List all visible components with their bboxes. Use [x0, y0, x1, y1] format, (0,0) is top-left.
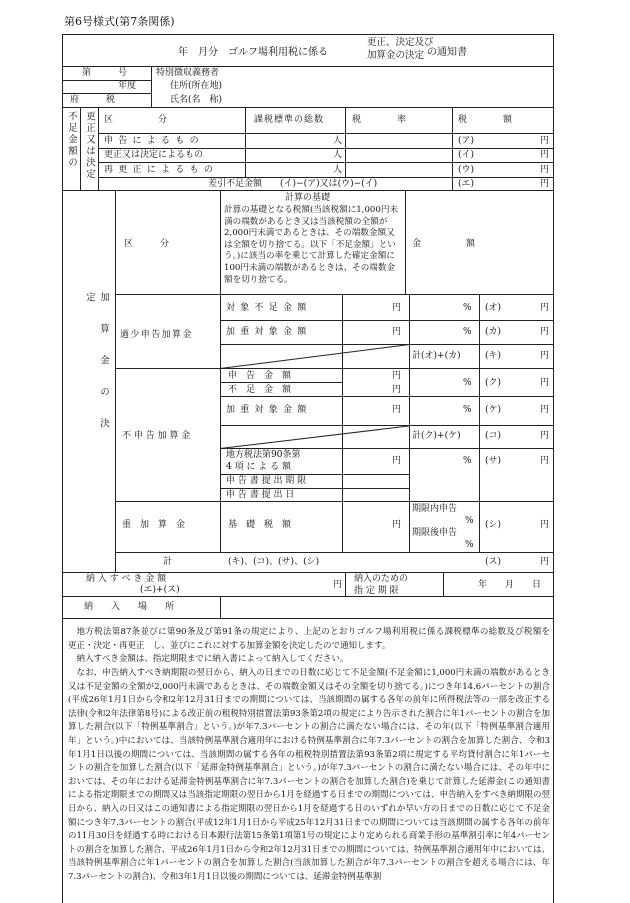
shortage-row-2-unit: 人 [333, 150, 343, 160]
non-filing-label: 不 申 告 加 算 金 [122, 431, 191, 441]
rule [409, 294, 410, 552]
payment-amount-formula: (エ)+(ス) [140, 585, 180, 595]
non-total-mark: (コ) [485, 431, 502, 441]
non-total-label: 計(ク)+(ケ) [412, 431, 461, 441]
payment-amount-yen: 円 [333, 580, 343, 590]
rule [405, 190, 406, 294]
shortage-header-base: 課税標準の総数 [254, 115, 325, 125]
rule [62, 66, 554, 67]
rule [220, 448, 554, 449]
rule [151, 66, 152, 107]
rule [342, 368, 343, 501]
shortage-row-3-unit: 人 [333, 165, 343, 175]
non-row-1-yen: 円 [392, 371, 402, 381]
form-number: 第6号様式(第7条関係) [64, 15, 175, 28]
under-row-2-yen: 円 [392, 327, 402, 337]
rule [220, 382, 342, 383]
payment-deadline-label-2: 指 定 期 限 [354, 586, 399, 596]
rule [62, 80, 151, 81]
non-row-2-label: 不 足 金 額 [228, 385, 292, 395]
shortage-row-2-mark: (イ) [458, 150, 475, 160]
shortage-diff-yen: 円 [540, 179, 550, 189]
penalty-header-base-title: 計算の基礎 [285, 193, 331, 203]
under-row-1-yen2: 円 [540, 303, 550, 313]
rule [220, 344, 554, 345]
shortage-header-category: 区 分 [104, 115, 168, 125]
rule [479, 294, 480, 552]
non-add-pct: % [463, 405, 472, 415]
shortage-row-1-label: 申 告 に よ る も の [104, 136, 200, 146]
rule [62, 107, 554, 108]
notice-paragraph-1: 地方税法第87条並びに第90条及び第91条の規定により、上記のとおりゴルフ場利用税に係る課税標準の総数及び税額を 更正・決定・再更正 し、並びにこれに対する加算金額を決定したので通知します。 [68, 627, 559, 651]
shortage-diff-label: 差引不足金額 (イ)−(ア)又は(ウ)−(イ) [208, 179, 378, 189]
shortage-row-2-yen: 円 [540, 150, 550, 160]
penalty-total-mark: (ス) [485, 557, 502, 567]
non-law-mark: (サ) [485, 456, 502, 466]
non-mark-1-yen: 円 [540, 378, 550, 388]
rule [220, 320, 554, 321]
payment-place-label: 納 入 場 所 [84, 602, 175, 612]
under-row-2-yen2: 円 [540, 327, 550, 337]
rule [220, 488, 409, 489]
under-total-label: 計(オ)+(カ) [412, 351, 461, 361]
under-row-2-pct: % [463, 327, 472, 337]
rule [98, 162, 554, 163]
form-title-option-1: 更正、決定及び [367, 37, 434, 48]
form-title-option-2: 加算金の決定 [367, 50, 425, 61]
rule [62, 596, 554, 597]
rule [62, 190, 554, 191]
penalty-total-formula: (キ)、(コ)、(サ)、(シ) [228, 557, 320, 567]
under-total-yen: 円 [540, 351, 550, 361]
non-add-label: 加 重 対 象 金 額 [226, 405, 308, 415]
non-total-yen: 円 [540, 431, 550, 441]
year-label: 年度 [118, 81, 137, 91]
non-law-pct: % [463, 456, 472, 466]
under-row-1-label: 対 象 不 足 金 額 [226, 303, 308, 313]
rule [220, 396, 554, 397]
rule [220, 474, 409, 475]
rule [342, 294, 343, 368]
under-row-1-mark: (オ) [485, 303, 502, 313]
rule [62, 93, 151, 94]
shortage-diff-mark: (エ) [458, 179, 475, 189]
rule [115, 368, 554, 369]
under-total-mark: (キ) [485, 351, 502, 361]
heavy-after-pct: % [465, 540, 474, 550]
penalty-header-amount: 金 額 [412, 239, 476, 249]
rule [80, 107, 81, 190]
taxpayer-label: 特別徴収義務者 [156, 68, 220, 78]
non-pct-1: % [463, 378, 472, 388]
non-law-yen2: 円 [540, 456, 550, 466]
address-label: 住所(所在地) [170, 81, 223, 91]
shortage-side-label-1: 不足金額の [66, 111, 77, 169]
rule [443, 572, 444, 596]
rule [220, 425, 554, 426]
non-row-2-yen: 円 [392, 385, 402, 395]
shortage-row-1-yen: 円 [540, 136, 550, 146]
rule [115, 294, 554, 295]
rule [62, 572, 554, 573]
under-row-1-pct: % [463, 303, 472, 313]
shortage-side-label-2: 更正又は決定 [84, 111, 95, 180]
under-row-2-label: 加 重 対 象 金 額 [226, 327, 308, 337]
non-add-mark: (ケ) [485, 405, 502, 415]
penalty-header-category: 区 分 [124, 239, 170, 249]
rule [342, 501, 343, 552]
heavy-in-pct: % [465, 516, 474, 526]
heavy-yen: 円 [540, 520, 550, 530]
penalty-header-base-text: 計算の基礎となる税額(当該税額に1,000円未満の端数があるとき又は当該税額の全額が2,000円未満であるときは、その端数金額又は全額を切り捨てる。以下「不足金額」という。)に該当の率を乗じて計算した確定金額に100円未満の端数があるときは、その端数金額を切り捨てる。 [224, 205, 399, 285]
payment-deadline-label-1: 納入のための [354, 574, 409, 584]
rule [98, 177, 554, 178]
shortage-row-3-mark: (ウ) [458, 165, 475, 175]
rule [62, 618, 554, 619]
rule [115, 190, 116, 572]
number-label: 第 号 [82, 68, 128, 78]
prefecture-label: 府 税 [70, 95, 116, 105]
heavy-after-label: 期限後申告 [412, 528, 458, 538]
payment-deadline-date: 年 月 日 [478, 580, 542, 590]
rule [98, 148, 554, 149]
shortage-header-rate: 税 率 [352, 115, 407, 125]
heavy-base-yen: 円 [392, 520, 402, 530]
rule [115, 501, 554, 502]
shortage-row-2-label: 更正又は決定によるもの [104, 150, 204, 160]
filed-label: 申 告 書 提 出 日 [226, 490, 295, 500]
penalty-total-label: 計 [163, 557, 173, 567]
rule [245, 107, 246, 177]
heavy-label: 重 加 算 金 [122, 520, 186, 530]
rule [115, 552, 554, 553]
rule [98, 133, 554, 134]
payment-amount-label: 納 入 す べ き 金 額 [86, 574, 167, 584]
under-row-2-mark: (カ) [485, 327, 502, 337]
non-law-line-2: 4 項 に よ る 額 [226, 462, 292, 472]
form-title-prefix: 年 月分 ゴルフ場利用税に係る [178, 47, 328, 58]
form-title-suffix: の通知書 [427, 47, 467, 58]
rule [345, 107, 346, 177]
deadline-label: 申 告 書 提 出 期 限 [226, 476, 307, 486]
shortage-row-3-label: 再 更 正 に よ る も の [104, 165, 215, 175]
non-add-yen2: 円 [540, 405, 550, 415]
rule [345, 572, 346, 596]
penalty-side-label: 加算金の決定 [84, 292, 109, 450]
under-label: 過少申告加算金 [120, 330, 193, 340]
non-law-line-1: 地方税法第90条第 [226, 450, 301, 460]
non-mark-1: (ク) [485, 378, 502, 388]
notice-paragraph-2: 納入すべき金額は、指定期限までに納入書によって納入してください。 [76, 654, 349, 664]
under-row-1-yen: 円 [392, 303, 402, 313]
shortage-header-amount: 税 額 [458, 115, 513, 125]
rule [220, 190, 221, 552]
non-add-yen: 円 [392, 405, 402, 415]
non-law-yen: 円 [392, 456, 402, 466]
heavy-in-label: 期限内申告 [412, 504, 458, 514]
name-label: 氏名(名 称) [170, 95, 223, 105]
notice-paragraph-3: なお、申告納入すべき納期限の翌日から、納入の日までの日数に応じて不足金額(不足金額に1,000円未満の端数があるとき又は不足金額の全額が2,000円未満であるときは、その端数金額又はその全額を切り捨てる。)につき年14.6パーセントの割合(平成26年1月1日から令和2年12月31日までの期間については、当該期間の属する各年の前年に所得税法等の一部を改正する法律(令和2年法律第8号)による改正前の租税特別措置法第93条第2項の規定により告示された割合に年1パーセントの割合を加算した割合(以下「特例基準割合」という。)が年7.3パーセントの割合に満たない場合には、その年(以下「特例基準割合適用年」という。)中においては、当該特例基準割合適用年における特例基準割合に年7.3パーセントの割合を加算した割合、令和3年1月1日以後の期間については、当該期間の属する各年の租税特別措置法第93条第2項に規定する平均貸付割合に年1パーセントの割合を加算した割合(以下「延滞金特例基準割合」という。)が年7.3パーセントの割合に満たない場合には、その年中においては、その年における延滞金特例基準割合に年7.3パーセントの割合を加算した割合)を乗じて計算した延滞金(この通知書による指定期限までの期間又は当該指定期限の翌日から1月を経過する日までの期間については、申告納入をすべき納期限の翌日から、納入の日又はこの通知書による指定期限の翌日から1月を経過する日のいずれか早い方の日までの日数に応じて不足金額につき年7.3パーセントの割合(平成12年1月1日から平成25年12月31日までの期間については当該期間の属する各年の前年の11月30日を経過する時における日本銀行法第15条第1項第1号の規定により定められる商業手形の基準割引率に年4パーセントの割合を加算した割合、平成26年1月1日から令和2年12月31日までの期間については、特例基準割合適用年中においては、当該特例基準割合に年1パーセントの割合を加算した割合(当該加算した割合が年7.3パーセントの割合を超える場合には、年7.3パーセントの割合)、令和3年1月1日以後の期間については、延滞金特例基準割 [68, 668, 550, 882]
heavy-mark: (シ) [485, 520, 502, 530]
non-row-1-label: 申 告 金 額 [228, 371, 292, 381]
shortage-row-3-yen: 円 [540, 165, 550, 175]
shortage-row-1-mark: (ア) [458, 136, 475, 146]
shortage-row-1-unit: 人 [333, 136, 343, 146]
rule [220, 596, 221, 618]
heavy-base-label: 基 礎 税 額 [228, 520, 292, 530]
penalty-total-yen: 円 [540, 557, 550, 567]
